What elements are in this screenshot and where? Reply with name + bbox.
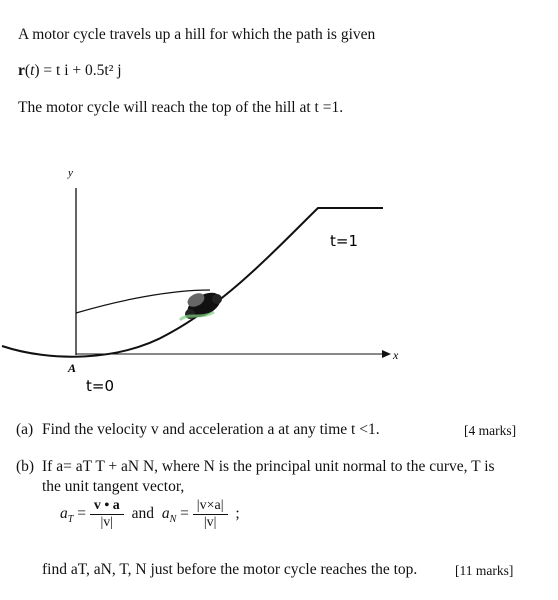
aN-sub: N xyxy=(169,514,177,526)
aT-numerator: v • a xyxy=(90,498,124,515)
part-b-label: (b) xyxy=(16,458,35,475)
find-text: find aT, aN, T, N just before the motor cycle reaches the top. xyxy=(42,561,418,578)
aT-sub: T xyxy=(67,514,74,526)
part-a-marks: [4 marks] xyxy=(464,423,517,438)
path-rest: = t i + 0.5t² j xyxy=(39,62,122,79)
and-text: and xyxy=(131,505,154,523)
part-b-line2: the unit tangent vector, xyxy=(42,478,185,495)
aT-lhs: a xyxy=(60,505,68,523)
formula-end: ; xyxy=(235,505,240,523)
part-b-marks: [11 marks] xyxy=(455,563,514,578)
x-axis-arrow xyxy=(382,350,391,358)
part-a-text: Find the velocity v and acceleration a at any time t <1. xyxy=(42,421,380,438)
aT-denominator: |v| xyxy=(100,515,114,530)
intro-line: A motor cycle travels up a hill for which the path is given xyxy=(18,26,376,43)
path-t: t xyxy=(30,62,35,79)
motorcycle-icon xyxy=(180,288,225,323)
hill-diagram xyxy=(0,150,558,400)
origin-label: A xyxy=(68,361,77,375)
path-equation: r(t) = t i + 0.5t² j xyxy=(18,62,122,79)
aN-fraction xyxy=(193,498,228,531)
aN-denominator: |v| xyxy=(203,515,217,530)
top-line: The motor cycle will reach the top of the hill at t =1. xyxy=(18,99,344,116)
part-a-label: (a) xyxy=(16,421,34,438)
x-axis-label: x xyxy=(393,348,399,362)
t1-label: t=1 xyxy=(330,232,358,250)
formula-row: $a_T$ = $\frac{v • a}{|v|}$ and $a_N$ = $\frac{|v\times a|}{|v|}$ ; xyxy=(60,498,240,530)
aN-lhs: a xyxy=(161,505,170,523)
hill-surface xyxy=(2,208,383,357)
y-axis-label: y xyxy=(68,167,73,179)
aN-numerator: |v×a| xyxy=(193,498,228,515)
part-b-line1: If a= aT T + aN N, where N is the principal unit normal to the curve, T is xyxy=(42,458,495,475)
t0-label: t=0 xyxy=(86,377,114,395)
aT-fraction xyxy=(90,498,124,531)
path-r: r xyxy=(18,62,25,79)
